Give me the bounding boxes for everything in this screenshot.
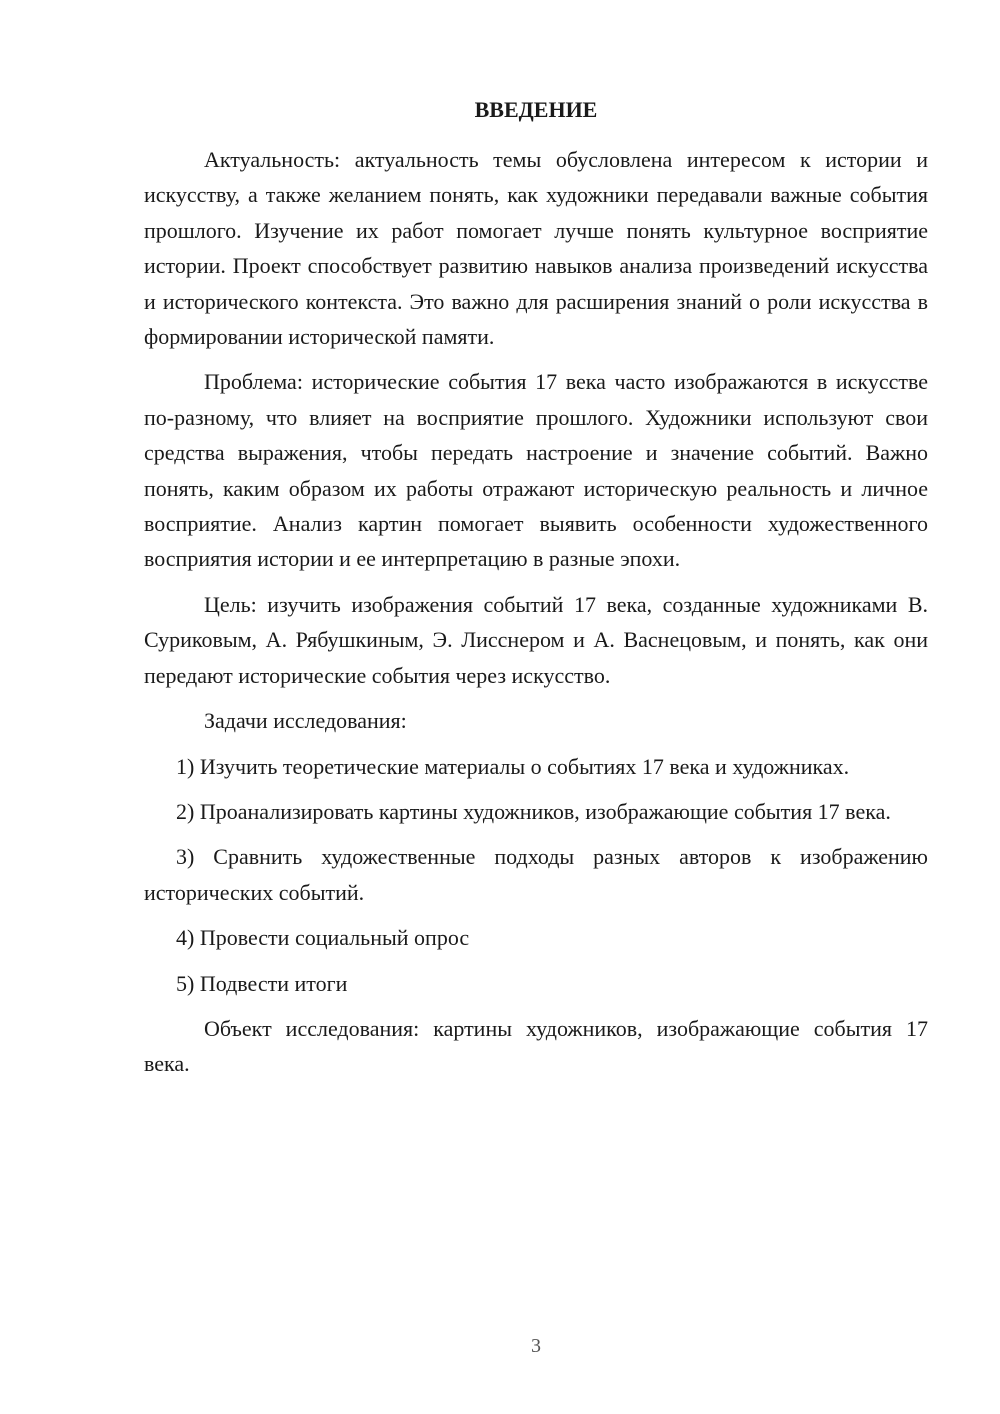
object-paragraph: Объект исследования: картины художников, изображающие события 17 века.	[144, 1015, 928, 1077]
page-number: 3	[531, 1335, 541, 1357]
goal-paragraph: Цель: изучить изображения событий 17 века, созданные художниками В. Суриковым, А. Рябушкиным, Э. Лисснером и А. Васнецовым, и понять, как они передают исторические события через искусство.	[144, 591, 928, 688]
task-item: 3) Сравнить художественные подходы разных авторов к изображению исторических событий.	[144, 844, 928, 905]
task-item: 4) Провести социальный опрос	[176, 925, 470, 951]
page-heading: ВВЕДЕНИЕ	[474, 97, 598, 122]
task-item: 1) Изучить теоретические материалы о событиях 17 века и художниках.	[176, 753, 850, 779]
problem-paragraph: Проблема: исторические события 17 века часто изображаются в искусстве по-разному, что влияет на восприятие прошлого. Художники используют свои средства выражения, чтобы передать настроение и значение событий. Важно понять, каким образом их работы отражают историческую реальность и личное восприятие. Анализ картин помогает выявить особенности художественного восприятия истории и ее интерпретацию в разные эпохи.	[144, 369, 928, 572]
document-body	[144, 142, 928, 1092]
relevance-paragraph: Актуальность: актуальность темы обусловлена интересом к истории и искусству, а также желанием понять, как художники передавали важные события прошлого. Изучение их работ помогает лучше понять культурное восприятие истории. Проект способствует развитию навыков анализа произведений искусства и исторического контекста. Это важно для расширения знаний о роли искусства в формировании исторической памяти.	[144, 147, 928, 350]
tasks-intro: Задачи исследования:	[204, 708, 407, 734]
task-item: 5) Подвести итоги	[176, 970, 348, 996]
task-item: 2) Проанализировать картины художников, изображающие события 17 века.	[176, 798, 891, 824]
